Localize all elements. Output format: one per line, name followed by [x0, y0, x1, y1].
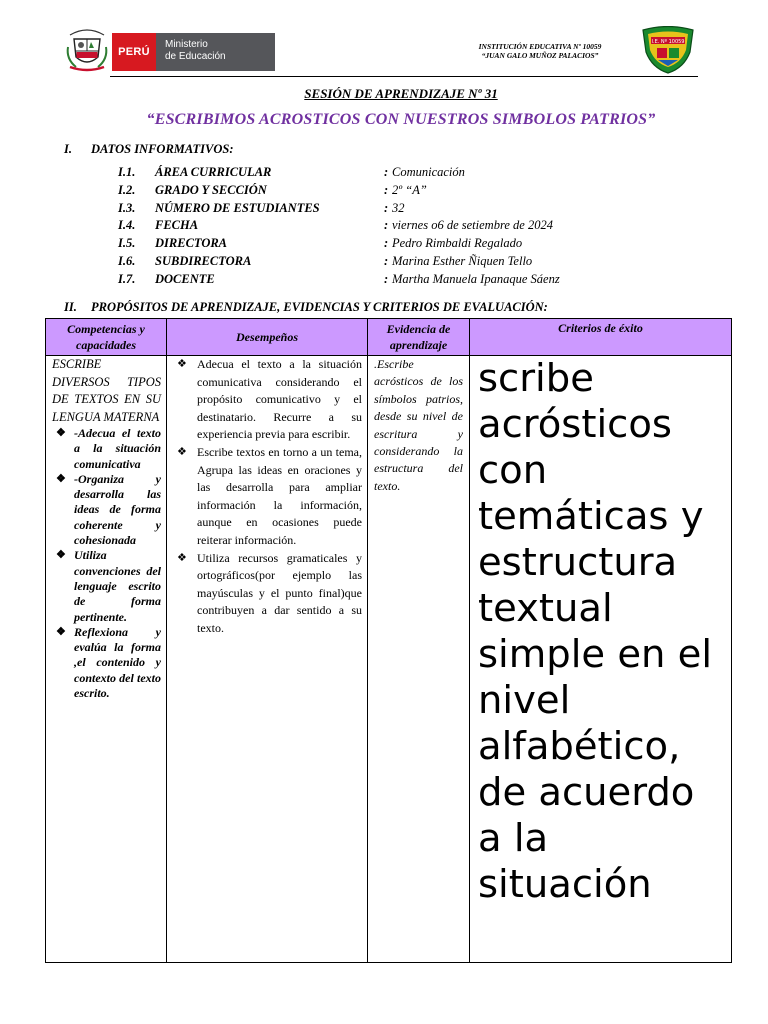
table-row	[46, 356, 732, 963]
section2-heading: PROPÓSITOS DE APRENDIZAJE, EVIDENCIAS Y CRITERIOS DE EVALUACIÓN:	[91, 300, 548, 314]
capacidad-item-text: -Adecua el texto a la situación comunicativa	[74, 426, 161, 471]
info-label: GRADO Y SECCIÓN	[155, 182, 267, 197]
info-number: I.7.	[118, 271, 136, 286]
capacidad-item	[52, 472, 161, 548]
info-value: Comunicación	[392, 165, 465, 179]
info-colon: :	[384, 271, 389, 286]
capacidad-item	[52, 625, 161, 701]
capacidad-item-text: -Organiza y desarrolla las ideas de forma coherente y cohesionada	[74, 471, 161, 548]
desempenos-cell	[167, 356, 368, 963]
peru-coat-of-arms-logo	[64, 27, 110, 73]
diamond-bullet-icon: ❖	[177, 445, 187, 458]
info-label: ÁREA CURRICULAR	[155, 165, 272, 179]
info-value: Martha Manuela Ipanaque Sáenz	[392, 271, 560, 286]
info-number: I.5.	[118, 236, 136, 251]
info-value: Pedro Rimbaldi Regalado	[392, 236, 523, 251]
diamond-bullet-icon: ❖	[56, 472, 66, 485]
desempeno-item	[173, 550, 362, 638]
section1-number: I.	[64, 142, 72, 156]
diamond-bullet-icon: ❖	[56, 625, 66, 638]
info-row	[0, 254, 768, 272]
info-value: 2º “A”	[392, 182, 427, 197]
diamond-bullet-icon: ❖	[177, 358, 187, 370]
ministry-name: Ministerio de Educación	[156, 33, 275, 71]
section1-heading: DATOS INFORMATIVOS:	[91, 142, 234, 156]
info-colon: :	[384, 218, 389, 233]
session-title: SESIÓN DE APRENDIZAJE Nº 31	[304, 86, 498, 101]
info-label: SUBDIRECTORA	[155, 254, 252, 268]
capacidades-list	[52, 426, 161, 701]
info-row	[0, 236, 768, 254]
evidencia-cell	[368, 356, 470, 963]
criterios-text: scribe acrósticos con temáticas y estructura textual simple en el nivel alfabético, de acuerdo a la situación	[478, 356, 713, 907]
info-label: DOCENTE	[155, 271, 215, 286]
table-header-row	[46, 319, 732, 356]
info-label: FECHA	[155, 218, 199, 233]
section2-number: II.	[64, 300, 77, 314]
learning-purposes-table	[45, 318, 732, 963]
header-divider	[110, 76, 698, 77]
info-row	[0, 218, 768, 236]
info-colon: :	[384, 200, 389, 215]
info-value: Marina Esther Ñiquen Tello	[392, 254, 533, 268]
institution-name: INSTITUCIÓN EDUCATIVA Nº 10059 “JUAN GALO MUÑOZ PALACIOS”	[478, 42, 602, 60]
info-number: I.1.	[118, 165, 136, 179]
capacidad-item	[52, 426, 161, 472]
diamond-bullet-icon: ❖	[56, 427, 66, 439]
ministerio-educacion-logo	[112, 33, 275, 71]
main-title: “ESCRIBIMOS ACROSTICOS CON NUESTROS SIMBOLOS PATRIOS”	[146, 111, 656, 128]
info-row	[0, 201, 768, 219]
desempeno-item-text: Escribe textos en torno a un tema, Agrupa las ideas en oraciones y las desarrolla para ampliar información la información, aunque en ocasiones puede reiterar información.	[197, 444, 362, 547]
info-colon: :	[384, 254, 389, 268]
desempeno-item	[173, 356, 362, 444]
info-number: I.2.	[118, 182, 136, 197]
header-competencias: Competencias y capacidades	[46, 319, 167, 356]
info-value: viernes o6 de setiembre de 2024	[392, 218, 553, 233]
peru-label: PERÚ	[112, 33, 156, 71]
capacidad-item-text: Utiliza convenciones del lenguaje escrito de forma pertinente.	[74, 548, 161, 624]
svg-text:I.E. Nº 10059: I.E. Nº 10059	[651, 39, 685, 45]
info-label: NÚMERO DE ESTUDIANTES	[155, 200, 320, 215]
info-value: 32	[392, 200, 405, 215]
info-label: DIRECTORA	[155, 236, 228, 251]
info-colon: :	[384, 165, 389, 179]
evidencia-text: .Escribe acrósticos de los símbolos patrios, desde su nivel de escritura y considerando la estructura del texto.	[374, 357, 463, 493]
desempeno-item-text: Utiliza recursos gramaticales y ortográficos(por ejemplo las mayúsculas y el punto final)que contribuyen a dar sentido a su texto.	[197, 550, 362, 635]
capacidad-item	[52, 548, 161, 624]
header-evidencia: Evidencia de aprendizaje	[368, 319, 470, 356]
header-criterios: Criterios de éxito	[470, 319, 732, 356]
info-colon: :	[384, 182, 389, 197]
info-colon: :	[384, 236, 389, 251]
desempenos-list	[173, 356, 362, 638]
info-row	[0, 183, 768, 201]
criterios-cell	[470, 356, 732, 963]
info-number: I.6.	[118, 254, 136, 268]
info-number: I.3.	[118, 200, 136, 215]
diamond-bullet-icon: ❖	[177, 551, 187, 564]
diamond-bullet-icon: ❖	[56, 549, 66, 562]
school-shield-logo	[640, 26, 696, 74]
header-desempenos: Desempeños	[167, 319, 368, 356]
capacidad-item-text: Reflexiona y evalúa la forma ,el contenido y contexto del texto escrito.	[74, 624, 161, 701]
competencia-text: ESCRIBE DIVERSOS TIPOS DE TEXTOS EN SU LENGUA MATERNA	[52, 357, 161, 424]
competencias-cell	[46, 356, 167, 963]
desempeno-item	[173, 444, 362, 550]
info-number: I.4.	[118, 218, 136, 233]
info-row	[0, 272, 768, 290]
desempeno-item-text: Adecua el texto a la situación comunicativa considerando el propósito comunicativo y el destinatario. Recurre a su experiencia previa para escribir.	[197, 357, 362, 442]
info-row	[0, 165, 768, 183]
